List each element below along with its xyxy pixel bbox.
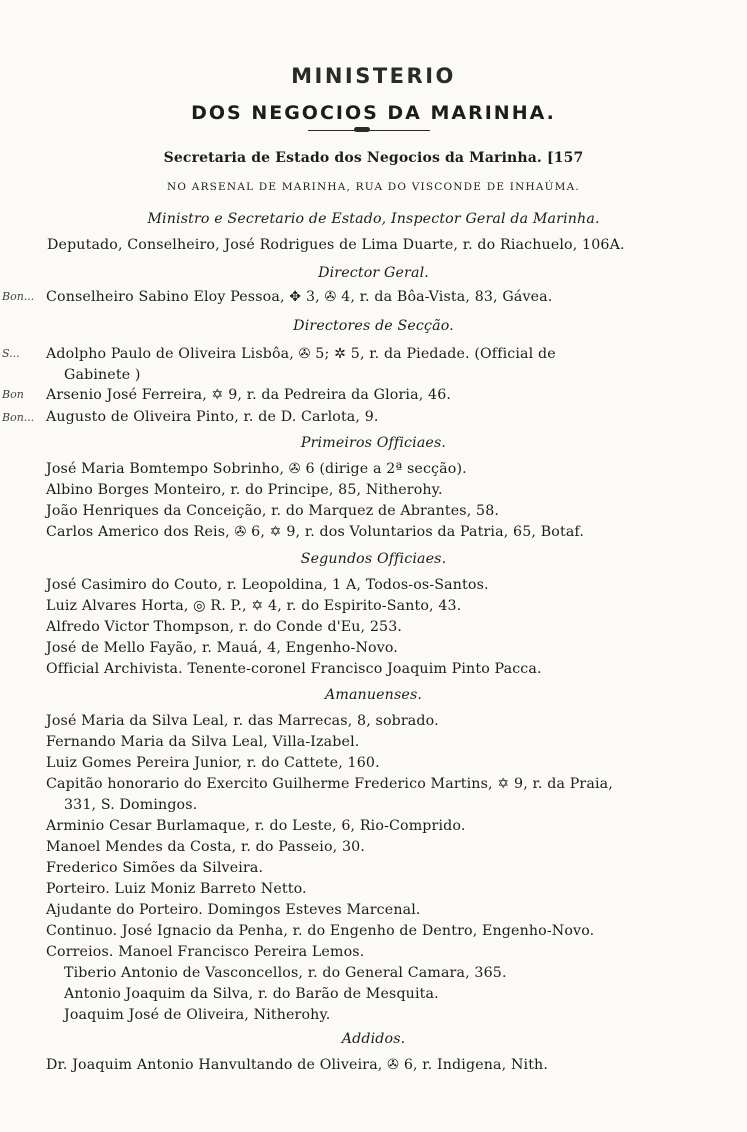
entry-line: Manoel Mendes da Costa, r. do Passeio, 30.: [46, 839, 366, 855]
section-directores: Directores de Secção.: [293, 318, 454, 334]
entry-line: Frederico Simões da Silveira.: [46, 860, 264, 876]
entry-line: Alfredo Victor Thompson, r. do Conde d'Eu, 253.: [46, 619, 403, 635]
margin-mark: Bon...: [2, 411, 35, 424]
entry-line: João Henriques da Conceição, r. do Marquez de Abrantes, 58.: [46, 503, 500, 519]
entry-line: Carlos Americo dos Reis, ✇ 6, ✡ 9, r. dos Voluntarios da Patria, 65, Botaf.: [46, 524, 584, 540]
entry-line: Continuo. José Ignacio da Penha, r. do Engenho de Dentro, Engenho-Novo.: [46, 923, 595, 939]
entry-line: Gabinete ): [64, 367, 141, 383]
entry-line: Dr. Joaquim Antonio Hanvultando de Oliveira, ✇ 6, r. Indigena, Nith.: [46, 1057, 549, 1073]
margin-mark: S...: [2, 347, 20, 360]
entry-line: Conselheiro Sabino Eloy Pessoa, ✥ 3, ✇ 4, r. da Bôa-Vista, 83, Gávea.: [46, 289, 553, 305]
entry-line: Correios. Manoel Francisco Pereira Lemos.: [46, 944, 365, 960]
entry-line: Luiz Alvares Horta, ◎ R. P., ✡ 4, r. do Espirito-Santo, 43.: [46, 598, 462, 614]
entry-line: Capitão honorario do Exercito Guilherme Frederico Martins, ✡ 9, r. da Praia,: [46, 776, 613, 792]
location-line: NO ARSENAL DE MARINHA, RUA DO VISCONDE DE INHAÚMA.: [167, 181, 580, 193]
entry-line: Antonio Joaquim da Silva, r. do Barão de Mesquita.: [64, 986, 439, 1002]
entry-line: Official Archivista. Tenente-coronel Francisco Joaquim Pinto Pacca.: [46, 661, 542, 677]
secretaria-heading: Secretaria de Estado dos Negocios da Marinha. [157: [163, 150, 584, 166]
entry-line: Adolpho Paulo de Oliveira Lisbôa, ✇ 5; ✲ 5, r. da Piedade. (Official de: [46, 346, 556, 362]
entry-line: Luiz Gomes Pereira Junior, r. do Cattete, 160.: [46, 755, 380, 771]
ministry-title: MINISTERIO: [291, 64, 456, 88]
entry-line: 331, S. Domingos.: [64, 797, 198, 813]
section-director-geral: Director Geral.: [318, 265, 429, 281]
entry-line: Arminio Cesar Burlamaque, r. do Leste, 6, Rio-Comprido.: [46, 818, 466, 834]
title-rule-ornament: [354, 127, 370, 132]
section-primeiros: Primeiros Officiaes.: [300, 435, 447, 451]
margin-mark: Bon...: [2, 290, 35, 303]
entry-line: Tiberio Antonio de Vasconcellos, r. do General Camara, 365.: [64, 965, 507, 981]
entry-line: José Casimiro do Couto, r. Leopoldina, 1 A, Todos-os-Santos.: [46, 577, 489, 593]
section-addidos: Addidos.: [341, 1031, 406, 1047]
entry-line: José Maria Bomtempo Sobrinho, ✇ 6 (dirige a 2ª secção).: [46, 461, 467, 477]
entry-line: Porteiro. Luiz Moniz Barreto Netto.: [46, 881, 307, 897]
margin-mark: Bon: [2, 388, 24, 401]
entry-line: Joaquim José de Oliveira, Nitherohy.: [64, 1007, 331, 1023]
entry-line: Albino Borges Monteiro, r. do Principe, 85, Nitherohy.: [46, 482, 443, 498]
department-title: DOS NEGOCIOS DA MARINHA.: [191, 102, 556, 124]
entry-line: José de Mello Fayão, r. Mauá, 4, Engenho-Novo.: [46, 640, 398, 656]
entry-line: Ajudante do Porteiro. Domingos Esteves Marcenal.: [46, 902, 421, 918]
entry-line: Augusto de Oliveira Pinto, r. de D. Carlota, 9.: [46, 409, 379, 425]
section-segundos: Segundos Officiaes.: [300, 551, 447, 567]
entry-line: José Maria da Silva Leal, r. das Marrecas, 8, sobrado.: [46, 713, 439, 729]
entry-line: Deputado, Conselheiro, José Rodrigues de Lima Duarte, r. do Riachuelo, 106A.: [47, 237, 625, 253]
entry-line: Arsenio José Ferreira, ✡ 9, r. da Pedreira da Gloria, 46.: [46, 387, 452, 403]
section-amanuenses: Amanuenses.: [324, 687, 423, 703]
entry-line: Fernando Maria da Silva Leal, Villa-Izabel.: [46, 734, 360, 750]
section-ministro: Ministro e Secretario de Estado, Inspector Geral da Marinha.: [147, 211, 600, 227]
